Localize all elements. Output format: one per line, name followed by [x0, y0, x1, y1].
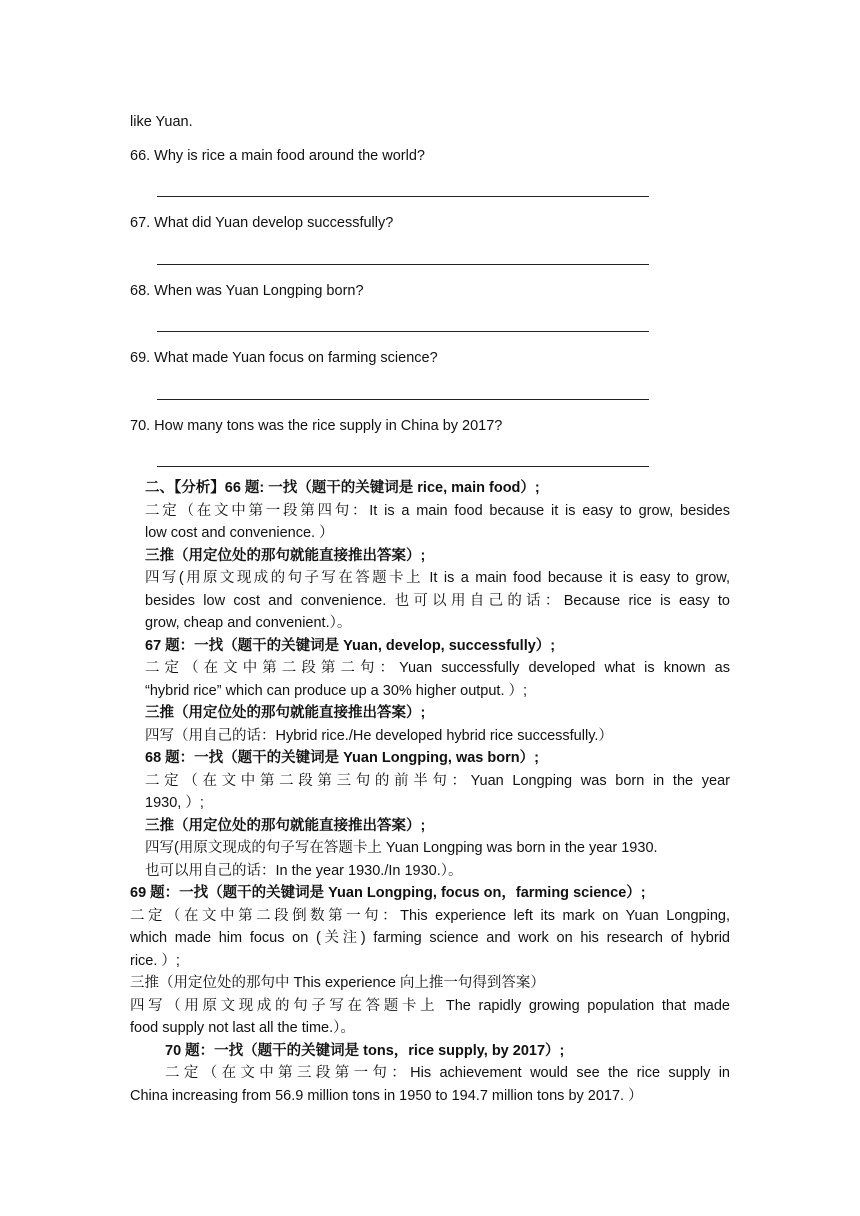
question-66: 66. Why is rice a main food around the world?: [130, 148, 425, 164]
analysis-text: China increasing from 56.9 million tons in 1950 to 194.7 million tons by 2017. ）: [130, 1088, 643, 1104]
question-70: 70. How many tons was the rice supply in China by 2017?: [130, 418, 503, 434]
analysis-70-header: 70 题：一找（题干的关键词是 tons，rice supply, by 2017）;: [165, 1043, 565, 1059]
analysis-text: food supply not last all the time.）。: [130, 1020, 355, 1036]
analysis-text: 二定（在文中第二段第二句：Yuan successfully developed what is known as: [145, 660, 730, 676]
analysis-text: rice. ）;: [130, 953, 180, 969]
answer-line-68[interactable]: [157, 331, 649, 332]
analysis-69-header: 69 题：一找（题干的关键词是 Yuan Longping, focus on，farming science）;: [130, 885, 646, 901]
analysis-text: 四写(用原文现成的句子写在答题卡上 It is a main food because it is easy to grow,: [145, 570, 730, 586]
analysis-text: 1930, ）;: [145, 795, 204, 811]
analysis-text: 三推（用定位处的那句中 This experience 向上推一句得到答案）: [130, 975, 545, 991]
analysis-text: 二定（在文中第一段第四句：It is a main food because it is easy to grow, besides: [145, 503, 730, 519]
analysis-66-header: 二、【分析】66 题: 一找（题干的关键词是 rice, main food）;: [145, 480, 540, 496]
analysis-text: 也可以用自己的话：In the year 1930./In 1930.）。: [145, 863, 463, 879]
analysis-text: 三推（用定位处的那句就能直接推出答案）;: [145, 548, 426, 564]
question-67: 67. What did Yuan develop successfully?: [130, 215, 394, 231]
answer-line-66[interactable]: [157, 196, 649, 197]
analysis-text: 三推（用定位处的那句就能直接推出答案）;: [145, 818, 426, 834]
question-69: 69. What made Yuan focus on farming science?: [130, 350, 438, 366]
question-68: 68. When was Yuan Longping born?: [130, 283, 364, 299]
answer-line-67[interactable]: [157, 264, 649, 265]
analysis-68-header: 68 题：一找（题干的关键词是 Yuan Longping, was born）;: [145, 750, 539, 766]
answer-line-69[interactable]: [157, 399, 649, 400]
analysis-text: 三推（用定位处的那句就能直接推出答案）;: [145, 705, 426, 721]
analysis-67-header: 67 题：一找（题干的关键词是 Yuan, develop, successfully）;: [145, 638, 556, 654]
analysis-text: 四写(用原文现成的句子写在答题卡上 Yuan Longping was born in the year 1930.: [145, 840, 658, 856]
analysis-text: 四写（用自己的话：Hybrid rice./He developed hybrid rice successfully.）: [145, 728, 613, 744]
analysis-text: grow, cheap and convenient.）。: [145, 615, 352, 631]
analysis-text: low cost and convenience. ）: [145, 525, 334, 541]
answer-line-70[interactable]: [157, 466, 649, 467]
analysis-text: 二定（在文中第二段第三句的前半句：Yuan Longping was born in the year: [145, 773, 730, 789]
analysis-text: which made him focus on (关注) farming science and work on his research of hybrid: [130, 930, 730, 946]
analysis-text: besides low cost and convenience. 也可以用自己的话：Because rice is easy to: [145, 593, 730, 609]
analysis-text: “hybrid rice” which can produce up a 30% higher output. ）;: [145, 683, 528, 699]
top-text: like Yuan.: [130, 114, 193, 130]
analysis-text: 四写（用原文现成的句子写在答题卡上 The rapidly growing population that made: [130, 998, 730, 1014]
analysis-text: 二定（在文中第三段第一句：His achievement would see the rice supply in: [165, 1065, 730, 1081]
analysis-text: 二定（在文中第二段倒数第一句：This experience left its mark on Yuan Longping,: [130, 908, 730, 924]
